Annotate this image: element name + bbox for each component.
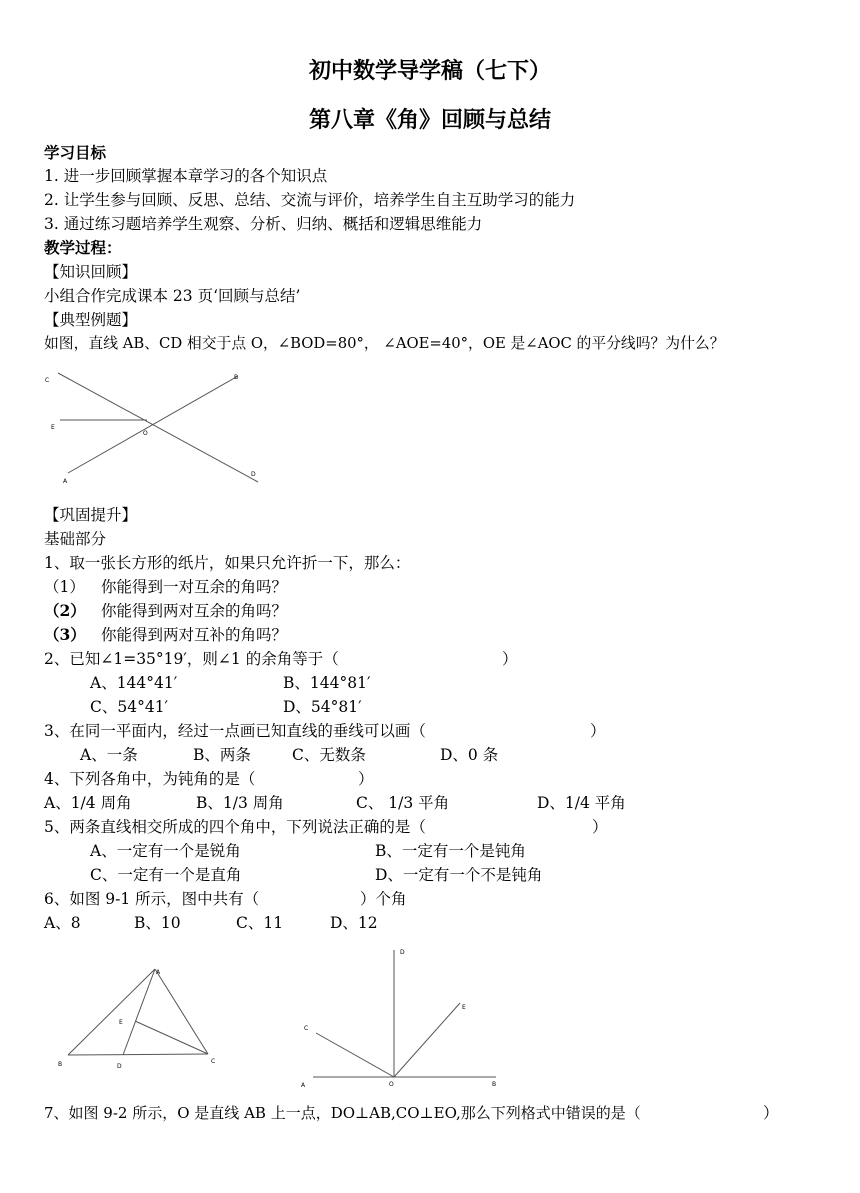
basic-section-label: 基础部分 [44,530,107,548]
question-3-option-d: D、0 条 [440,746,499,764]
example-question: 如图，直线 AB、CD 相交于点 O，∠BOD=80°， ∠AOE=40°，OE 是∠AOC 的平分线吗？为什么？ [44,335,725,352]
label-c: C [45,377,50,384]
question-6-close: ）个角 [360,890,407,908]
question-1-stem: 1、取一张长方形的纸片，如果只允许折一下，那么： [44,554,411,572]
question-6-option-c: C、11 [236,914,284,932]
objectives-heading: 学习目标 [44,143,107,162]
label-d: D [251,471,256,478]
label-a: A [156,969,161,976]
segment-bc [68,1054,208,1055]
objective-item: 2. 让学生参与回顾、反思、总结、交流与评价，培养学生自主互助学习的能力 [44,191,576,209]
segment-ad [123,969,155,1055]
question-6-option-b: B、10 [134,914,181,932]
ray-oe [394,1003,460,1077]
label-a: A [63,478,68,485]
line-ab [68,376,238,473]
question-1-sub-text: 你能得到一对互余的角吗？ [101,578,288,596]
question-4-option-b: B、1/3 周角 [196,794,284,812]
question-3-option-b: B、两条 [193,746,251,764]
question-1-sub-num: （3） [44,625,86,644]
question-3-close: ） [590,722,606,740]
question-2-close: ） [502,650,518,668]
chapter-title: 第八章《角》回顾与总结 [308,107,551,133]
question-5-close: ） [592,818,608,836]
question-5-option-c: C、一定有一个是直角 [90,866,242,884]
question-6-option-d: D、12 [330,914,378,932]
example-figure [40,365,280,485]
question-7-stem: 7、如图 9-2 所示，O 是直线 AB 上一点，DO⊥AB,CO⊥EO,那么下列格式中错误的是（ [44,1104,641,1122]
question-5-option-d: D、一定有一个不是钝角 [375,866,543,884]
question-5-option-a: A、一定有一个是锐角 [90,842,241,860]
question-2-option-a: A、144°41′ [90,674,178,692]
question-4-option-c: C、 1/3 平角 [356,794,450,812]
label-o: O [143,430,148,437]
label-e: E [462,1004,466,1011]
label-b: B [234,374,239,381]
label-d: D [117,1063,122,1070]
question-4-stem: 4、下列各角中，为钝角的是（ [44,770,256,788]
page-title: 初中数学导学稿（七下） [308,58,551,84]
question-2-option-c: C、54°41′ [90,698,169,716]
question-3-option-c: C、无数条 [292,746,366,764]
segment-ac [155,969,208,1054]
objective-item: 1. 进一步回顾掌握本章学习的各个知识点 [44,167,328,185]
question-3-stem: 3、在同一平面内，经过一点画已知直线的垂线可以画（ [44,722,426,740]
segment-ec [135,1021,208,1054]
review-heading: 【知识回顾】 [44,263,138,281]
question-3-option-a: A、一条 [80,746,138,764]
question-1-sub-text: 你能得到两对互补的角吗？ [101,626,288,644]
question-4-close: ） [358,770,374,788]
label-c: C [304,1025,309,1032]
label-d: D [400,949,405,956]
figure-9-1 [55,965,235,1075]
question-4-option-d: D、1/4 平角 [537,794,626,812]
question-2-option-d: D、54°81′ [283,698,362,716]
question-5-option-b: B、一定有一个是钝角 [375,842,526,860]
label-b: B [58,1061,63,1068]
question-6-stem: 6、如图 9-1 所示，图中共有（ [44,890,260,908]
line-cd [58,373,258,482]
question-2-stem: 2、已知∠1=35°19′，则∠1 的余角等于（ [44,650,339,668]
segment-ab [68,969,155,1055]
ray-oc [316,1033,394,1077]
label-b: B [492,1081,497,1088]
label-e: E [51,424,55,431]
consolidate-heading: 【巩固提升】 [44,506,138,524]
process-heading: 教学过程： [44,238,122,257]
label-c: C [211,1058,216,1065]
example-heading: 【典型例题】 [44,311,138,329]
question-1-sub-num: （2） [44,601,86,620]
figure-9-2 [298,940,508,1090]
label-a: A [301,1082,306,1089]
question-1-sub-text: 你能得到两对互余的角吗？ [101,602,288,620]
question-2-option-b: B、144°81′ [283,674,371,692]
objective-item: 3. 通过练习题培养学生观察、分析、归纳、概括和逻辑思维能力 [44,215,483,233]
review-text: 小组合作完成课本 23 页‘回顾与总结’ [44,287,301,305]
question-6-option-a: A、8 [44,914,81,932]
label-o: O [389,1081,394,1088]
question-7-close: ） [763,1104,779,1122]
label-e: E [119,1019,123,1026]
question-5-stem: 5、两条直线相交所成的四个角中，下列说法正确的是（ [44,818,426,836]
question-1-sub-num: （1） [44,578,85,596]
question-4-option-a: A、1/4 周角 [44,794,132,812]
